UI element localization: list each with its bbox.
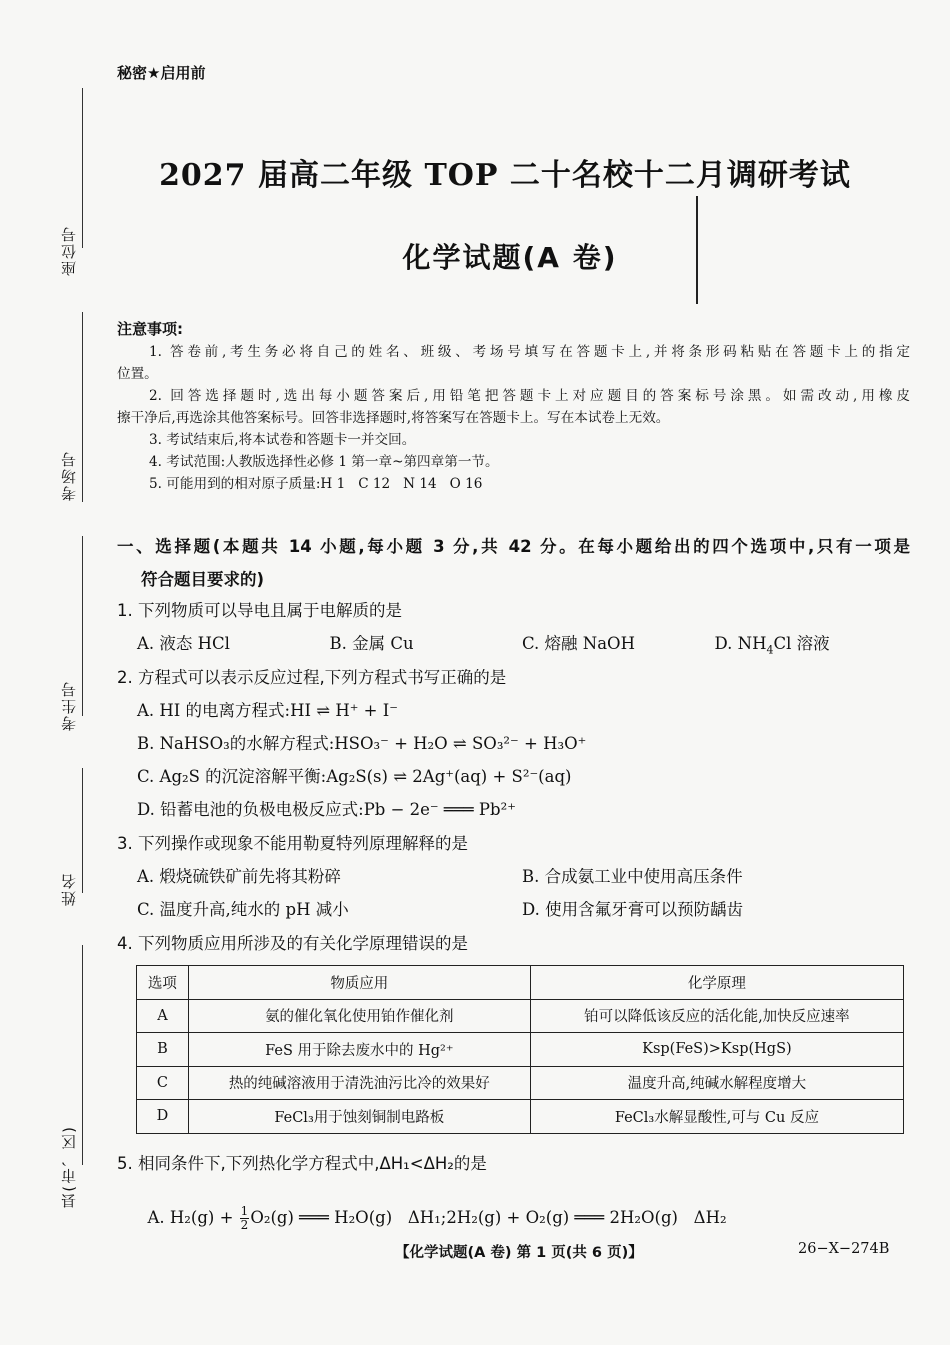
footer-code: 26−X−274B (798, 1241, 890, 1257)
county-label: 县(市、区) (60, 1125, 78, 1209)
notice-item-2-cont: 擦干净后,再选涂其他答案标号。回答非选择题时,将答案写在答题卡上。写在本试卷上无效。 (117, 410, 670, 426)
table-row (137, 1033, 904, 1067)
notice-item-1-cont: 位置。 (117, 366, 158, 382)
exam-subtitle: 化学试题(A 卷) (402, 241, 618, 274)
divider-line (696, 196, 698, 304)
question-3-stem: 3. 下列操作或现象不能用勒夏特列原理解释的是 (117, 834, 468, 853)
notice-heading: 注意事项: (117, 320, 183, 338)
section-heading-line1: 一、选择题(本题共 14 小题,每小题 3 分,共 42 分。在每小题给出的四个选项中,只有一项是 (117, 537, 910, 556)
confidential-mark: 秘密★启用前 (117, 64, 206, 82)
option-b: B. 金属 Cu (329, 634, 414, 653)
notice-item-5: 5. 可能用到的相对原子质量:H 1 C 12 N 14 O 16 (149, 476, 483, 492)
notice-item-1: 1. 答卷前,考生务必将自己的姓名、班级、考场号填写在答题卡上,并将条形码粘贴在答题卡上的指定 (149, 344, 910, 360)
notice-item-4: 4. 考试范围:人教版选择性必修 1 第一章~第四章第一节。 (149, 454, 499, 470)
question-1-stem: 1. 下列物质可以导电且属于电解质的是 (117, 601, 402, 620)
question-2-option-a: A. HI 的电离方程式:HI ⇌ H⁺ + I⁻ (137, 701, 398, 720)
table-header-row (137, 966, 904, 1000)
option-d-pre: D. NH (714, 634, 767, 653)
table-cell: C (137, 1066, 189, 1100)
fraction-numerator: 1 (240, 1204, 249, 1218)
table-cell: FeCl₃用于蚀刻铜制电路板 (188, 1100, 530, 1134)
fraction-denominator: 2 (240, 1218, 249, 1232)
question-1-options (137, 630, 907, 656)
question-5-option-a (137, 1186, 727, 1232)
option-a: A. 煅烧硫铁矿前先将其粉碎 (137, 867, 341, 886)
student-number-label: 考生号 (60, 680, 78, 731)
table-cell: 温度升高,纯碱水解程度增大 (530, 1066, 903, 1100)
question-2-option-b: B. NaHSO₃的水解方程式:HSO₃⁻ + H₂O ⇌ SO₃²⁻ + H₃O⁺ (137, 734, 587, 753)
option-d-sub: 4 (766, 643, 774, 657)
notice-item-2: 2. 回答选择题时,选出每小题答案后,用铅笔把答题卡上对应题目的答案标号涂黑。如需改动,用橡皮 (149, 388, 910, 404)
table-cell: Ksp(FeS)>Ksp(HgS) (530, 1033, 903, 1067)
question-4-table (136, 965, 904, 1134)
table-cell: FeCl₃水解显酸性,可与 Cu 反应 (530, 1100, 903, 1134)
question-3-options-row1 (137, 863, 907, 887)
question-2-option-c: C. Ag₂S 的沉淀溶解平衡:Ag₂S(s) ⇌ 2Ag⁺(aq) + S²⁻(aq) (137, 767, 572, 786)
exam-title: 2027 届高二年级 TOP 二十名校十二月调研考试 (159, 158, 851, 193)
option-b: B. 合成氨工业中使用高压条件 (522, 867, 743, 886)
question-5-stem: 5. 相同条件下,下列热化学方程式中,ΔH₁<ΔH₂的是 (117, 1154, 487, 1173)
section-heading (117, 530, 910, 596)
margin-line (82, 536, 83, 716)
notice-item-3: 3. 考试结束后,将本试卷和答题卡一并交回。 (149, 432, 416, 448)
table-cell: 热的纯碱溶液用于清洗油污比冷的效果好 (188, 1066, 530, 1100)
table-cell: B (137, 1033, 189, 1067)
option-c: C. 熔融 NaOH (522, 634, 635, 653)
table-cell: A (137, 999, 189, 1033)
table-row (137, 1066, 904, 1100)
option-c: C. 温度升高,纯水的 pH 减小 (137, 900, 349, 919)
option-d-post: Cl 溶液 (773, 634, 830, 653)
table-cell: D (137, 1100, 189, 1134)
option-a: A. 液态 HCl (137, 634, 230, 653)
name-label: 姓名 (60, 872, 78, 906)
seat-number-label: 座位号 (60, 225, 78, 276)
margin-line (82, 945, 83, 1165)
fraction (240, 1205, 250, 1232)
table-row (137, 1100, 904, 1134)
question-2-stem: 2. 方程式可以表示反应过程,下列方程式书写正确的是 (117, 668, 507, 687)
table-header: 化学原理 (530, 966, 903, 1000)
table-cell: FeS 用于除去废水中的 Hg²⁺ (188, 1033, 530, 1067)
exam-room-label: 考场号 (60, 450, 78, 501)
question-3-options-row2 (137, 896, 907, 920)
footer-page-info: 【化学试题(A 卷) 第 1 页(共 6 页)】 (395, 1245, 643, 1261)
section-heading-line2: 符合题目要求的) (141, 570, 265, 589)
margin-line (82, 312, 83, 502)
table-header: 选项 (137, 966, 189, 1000)
option-d (715, 630, 908, 656)
question-4-stem: 4. 下列物质应用所涉及的有关化学原理错误的是 (117, 934, 468, 953)
notice-block (117, 341, 910, 495)
table-header: 物质应用 (188, 966, 530, 1000)
question-2-option-d: D. 铅蓄电池的负极电极反应式:Pb − 2e⁻ ═══ Pb²⁺ (137, 800, 516, 819)
table-cell: 铂可以降低该反应的活化能,加快反应速率 (530, 999, 903, 1033)
option-a-pre: A. H₂(g) + (147, 1208, 239, 1227)
option-a-post: O₂(g) ═══ H₂O(g) ΔH₁;2H₂(g) + O₂(g) ═══ 2H₂O(g) ΔH₂ (250, 1208, 727, 1227)
table-row (137, 999, 904, 1033)
option-d: D. 使用含氟牙膏可以预防龋齿 (522, 900, 744, 919)
margin-line (82, 768, 83, 893)
table-cell: 氨的催化氧化使用铂作催化剂 (188, 999, 530, 1033)
